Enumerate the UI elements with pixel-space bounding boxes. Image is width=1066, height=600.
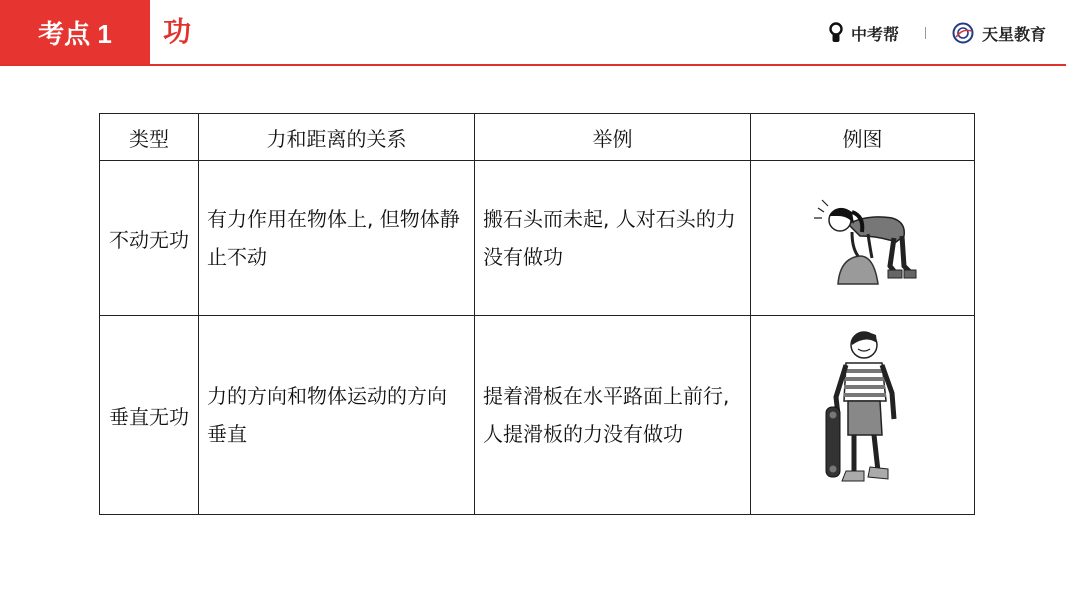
relation-cell: 力的方向和物体运动的方向垂直 <box>199 316 475 515</box>
header-bar <box>0 0 1066 66</box>
work-conditions-table <box>99 113 975 515</box>
table-row <box>100 161 975 316</box>
type-cell: 不动无功 <box>100 161 199 316</box>
figure-cell <box>751 161 975 316</box>
figure-cell <box>751 316 975 515</box>
page-title: 功 <box>163 15 192 48</box>
header-type: 类型 <box>100 114 199 161</box>
tianxing-logo-icon <box>952 22 974 44</box>
girl-lifting-stone-illustration <box>808 186 918 286</box>
brand-logos <box>829 18 1046 48</box>
relation-cell: 有力作用在物体上, 但物体静止不动 <box>199 161 475 316</box>
example-cell: 提着滑板在水平路面上前行, 人提滑板的力没有做功 <box>475 316 751 515</box>
brand-tianxing: 天星教育 <box>981 24 1046 44</box>
example-cell: 搬石头而未起, 人对石头的力没有做功 <box>475 161 751 316</box>
brand-divider <box>925 27 926 39</box>
topic-tag: 考点 1 <box>0 0 150 64</box>
type-cell: 垂直无功 <box>100 316 199 515</box>
header-example: 举例 <box>475 114 751 161</box>
table-header-row <box>100 114 975 161</box>
header-figure: 例图 <box>751 114 975 161</box>
table-row <box>100 316 975 515</box>
brand-zhongkaobang: 中考帮 <box>850 24 899 44</box>
lightbulb-icon <box>829 22 843 44</box>
boy-carrying-skateboard-illustration <box>818 323 908 503</box>
header-relation: 力和距离的关系 <box>199 114 475 161</box>
